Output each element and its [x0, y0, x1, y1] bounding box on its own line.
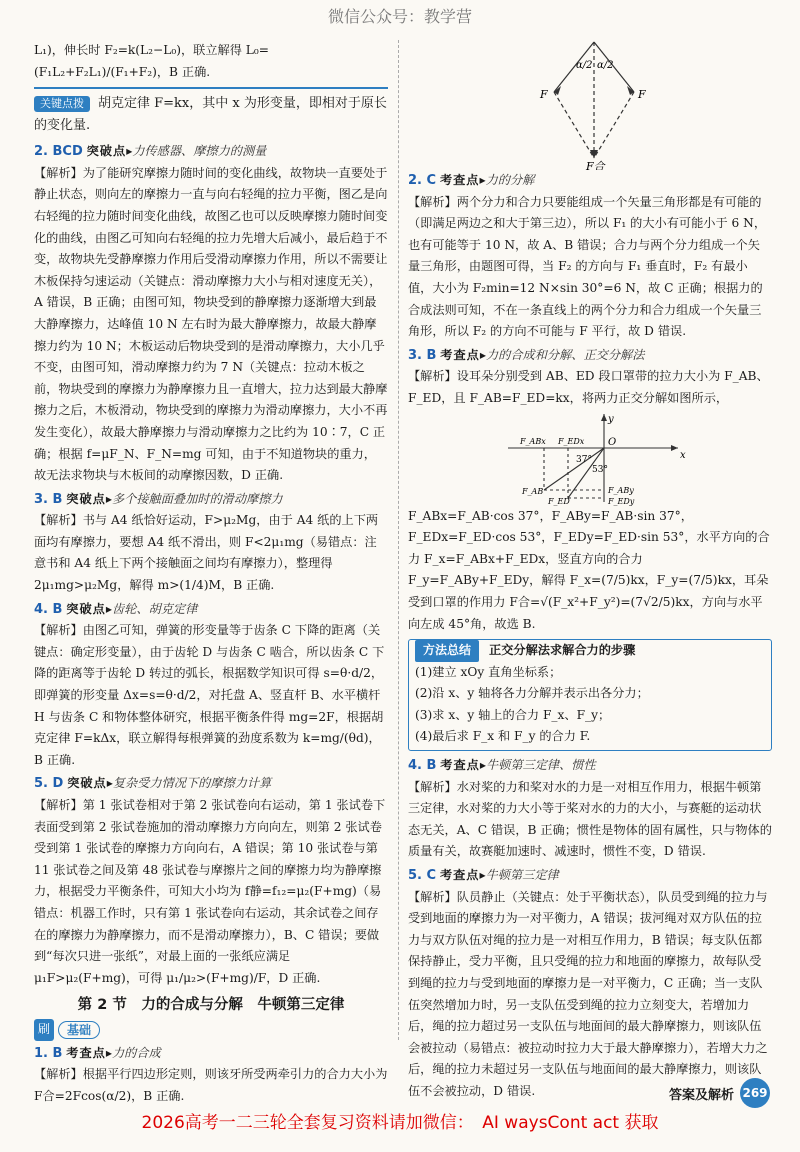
answer-text: 【解析】第 1 张试卷相对于第 2 张试卷向右运动，第 1 张试卷下表面受到第 2 张试卷施加的滑动摩擦力方向向左，则第 2 张试卷受到第 1 张试卷的摩擦力方向向右，A 错误；第 10 张试卷与第 11 张试卷之间及第 48 张试卷与摩擦片之间的摩擦力均为静摩擦力，根据受力平衡条件，可知大小均为 f静=f₁₂=μ₂(F+mg)（易错点：机器工作时，只有第 1 张试卷向右运动，其余试卷之间存在的摩擦力为静摩擦力，而不是滑动摩擦力），B、C 错误；要做到“每次只进一张纸”，对最上面的一张纸应满足 μ₁F>μ₂(F+mg)，可得 μ₁/μ₂>(F+mg)/F，D 正确. — [34, 798, 386, 985]
method-header — [415, 640, 765, 662]
answer-number: 4. B — [408, 758, 437, 774]
fedy-label: F_EDy — [608, 496, 635, 506]
key-tip-text: 胡克定律 F=kx，其中 x 为形变量，即相对于原长的变化量. — [34, 96, 387, 134]
force-label-right: F — [638, 88, 646, 101]
answer-topic: 力的合成和分解、正交分解法 — [485, 347, 645, 362]
section-title: 第 2 节 力的合成与分解 牛顿第三定律 — [77, 997, 345, 1014]
force-label-left: F — [540, 88, 548, 101]
angle-label-left: α/2 — [576, 60, 593, 71]
force-label-resultant: F合 — [586, 160, 605, 170]
watermark: 微信公众号：教学营 — [327, 7, 472, 26]
answer-number: 2. C — [408, 173, 437, 188]
fed-label: F_ED — [548, 496, 570, 506]
left-column — [34, 40, 388, 1107]
origin-label: O — [608, 436, 617, 448]
method-step: (1)建立 xOy 直角坐标系； — [415, 664, 562, 679]
answer-1b: 1. B 考查点▸力的合成 【解析】根据平行四边形定则，则该牙所受两牵引力的合力大小为 F合=2Fcos(α/2)，B 正确. — [34, 1043, 388, 1108]
promo-line: 2026高考一二三轮全套复习资料请加微信： AI waysCont act 获取 — [141, 1113, 659, 1133]
diagram-line — [594, 92, 634, 158]
answer-topic: 多个接触面叠加时的滑动摩擦力 — [111, 491, 283, 506]
answer-topic: 力的合成 — [111, 1045, 161, 1060]
answer-number: 3. B — [408, 347, 437, 363]
answer-tag: 突破点 — [66, 491, 106, 506]
answer-tag: 考查点 — [66, 1045, 106, 1060]
answer-topic: 复杂受力情况下的摩擦力计算 — [112, 776, 272, 791]
method-summary-box — [408, 639, 772, 751]
answer-r4: 4. B 考查点▸牛顿第三定律、惯性 【解析】水对桨的力和桨对水的力是一对相互作用力，根据牛顿第三定律，水对桨的力大小等于桨对水的力的大小，与赛艇的运动状态无关，A、C 错误，B 正确；惯性是物体的固有属性，只与物体的质量有关，故赛艇加速时、减速时，惯性不变，D 错误. — [408, 755, 772, 863]
answer-r3: 3. B 考查点▸力的合成和分解、正交分解法 【解析】设耳朵分别受到 AB、ED 段口罩带的拉力大小为 F_AB、F_ED，且 F_AB=F_ED=kx，将两力正交分解如图所示， y x O 37° 53° F_ABx F_EDx F_AB F_ED F_ABy F_EDy F_ABx=F_AB·cos 37°，F_ABy=F_AB·sin 37°，F_EDx=F_ED·cos 53°，F_EDy=F_ED·sin 53°，水平方向的合力 F_x=F_ABx+F_EDx，竖直方向的合力 F_y=F_ABy+F_EDy，解得 F_x=(7/5)kx，F_y=(7/5)kx，耳朵受到口罩的作用力 F合=√(F_x²+F_y²)=(7√2/5)kx，方向与水平向左成 45°角，故选 B. — [408, 345, 772, 635]
angle-37-label: 37° — [576, 454, 592, 465]
answer-number: 1. B — [34, 1045, 63, 1061]
answer-tag: 考查点 — [439, 173, 480, 187]
answer-tag: 考查点 — [440, 347, 480, 362]
fabx-label: F_ABx — [520, 436, 546, 446]
x-arrow — [671, 445, 678, 451]
top-line: L₁)，伸长时 F₂=k(L₂−L₀)，联立解得 L₀=(F₁L₂+F₂L₁)/(F₁+F₂)，B 正确. — [34, 43, 269, 79]
answer-4: 4. B 突破点▸齿轮、胡克定律 【解析】由图乙可知，弹簧的形变量等于齿条 C 下降的距离（关键点：确定形变量），由于齿轮 D 与齿条 C 啮合，所以齿条 C 下降的距离等于齿轮 D 转过的弧长，根据数学知识可得 s=θ·d/2，即弹簧的形变量 Δx=s=θ·d/2，对托盘 A、竖直杆 B、水平横杆 H 与齿条 C 和物体整体研究，根据平衡条件得 mg=2F，根据胡克定律 F=kΔx，联立解得每根弹簧的劲度系数为 k=mg/(θd)，B 正确. — [34, 599, 388, 772]
angle-label-right: α/2 — [597, 60, 614, 71]
method-step: (4)最后求 F_x 和 F_y 的合力 F. — [415, 729, 591, 744]
y-label: y — [608, 413, 614, 425]
page-number: 269 — [740, 1078, 770, 1108]
x-label: x — [680, 449, 686, 461]
method-step: (2)沿 x、y 轴将各力分解并表示出各分力； — [415, 686, 649, 701]
y-arrow — [601, 414, 607, 421]
answer-number: 5. C — [408, 868, 437, 884]
answer-text: 【解析】根据平行四边形定则，则该牙所受两牵引力的合力大小为 F合=2Fcos(α/2)，B 正确. — [34, 1067, 388, 1103]
answer-number: 4. B — [34, 601, 63, 617]
right-column — [408, 40, 772, 1103]
answer-topic: 力的分解 — [485, 173, 535, 187]
answer-2: 2. BCD 突破点▸力传感器、摩擦力的测量 【解析】为了能研究摩擦力随时间的变化曲线，故物块一直要处于静止状态，则向左的摩擦力一直与向右轻绳的拉力平衡，图乙是向右轻绳的拉力随时间变化曲线，故图乙也可以反映摩擦力随时间变化的曲线，由图乙可知向右轻绳的拉力先增大后减小，最后趋于不变，故物块先受静摩擦力作用后受滑动摩擦力作用，所以不需要让木板保持匀速运动（关键点：滑动摩擦力大小与相对速度无关），A 错误，B 正确；由图可知，物块受到的静摩擦力逐渐增大到最大静摩擦力，达峰值 10 N 左右时为最大静摩擦力，故最大静摩擦力约为 10 N；木板运动后物块受到的是滑动摩擦力，大小几乎不变，由图可知，滑动摩擦力约为 7 N（关键点：拉动木板之前，物块受到的摩擦力为静摩擦力且一直增大，拉力达到最大静摩擦力之后，木板滑动，物块受到的摩擦力为滑动摩擦力，大小不再发生变化），故最大静摩擦力与滑动摩擦力之比约为 10∶7，C 正确；根据 f=μF_N、F_N=mg 可知，由于不知道物块的重力，故无法求物块与木板间的动摩擦因数，D 正确. — [34, 141, 388, 487]
page-footer — [669, 1078, 770, 1108]
key-tip-badge: 关键点拨 — [34, 96, 90, 112]
answer-text: 【解析】两个分力和合力只要能组成一个矢量三角形都是有可能的（即满足两边之和大于第三边），所以 F₁ 的大小有可能小于 6 N，也有可能等于 10 N，故 A、B 错误；合力与两个分力组成一个矢量三角形，由题图可得，当 F₂ 的方向与 F₁ 垂直时，F₂ 有最小值，大小为 F₂min=12 N×sin 30°=6 N，故 C 正确；根据力的合成法则可知，不在一条直线上的两个分力和合力组成一个矢量三角形，所以 F₂ 的方向不可能与 F 平行，故 D 错误. — [408, 194, 767, 339]
answer-tag: 突破点 — [67, 776, 107, 791]
answer-tag: 突破点 — [86, 144, 127, 159]
method-badge: 方法总结 — [415, 640, 479, 662]
angle-53-label: 53° — [592, 464, 608, 475]
key-tip-box — [34, 87, 388, 137]
column-divider — [398, 40, 399, 1040]
basic-icon: 刷 — [34, 1019, 54, 1041]
answer-text: 【解析】书与 A4 纸恰好运动，F>μ₂Mg，由于 A4 纸的上下两面均有摩擦力，要想 A4 纸不滑出，则 F<2μ₁mg（易错点：注意书和 A4 纸上下两个接触面之间均有摩擦力），整理得 2μ₁mg>μ₂Mg，解得 m>(1/4)M，B 正确. — [34, 513, 379, 593]
answer-number: 5. D — [34, 776, 64, 792]
answer-topic: 牛顿第三定律、惯性 — [485, 758, 596, 773]
answer-3: 3. B 突破点▸多个接触面叠加时的滑动摩擦力 【解析】书与 A4 纸恰好运动，F>μ₂Mg，由于 A4 纸的上下两面均有摩擦力，要想 A4 纸不滑出，则 F<2μ₁mg（易错点：注意书和 A4 纸上下两个接触面之间均有摩擦力），整理得 2μ₁mg>μ₂Mg，解得 m>(1/4)M，B 正确. — [34, 489, 388, 597]
answer-5: 5. D 突破点▸复杂受力情况下的摩擦力计算 【解析】第 1 张试卷相对于第 2 张试卷向右运动，第 1 张试卷下表面受到第 2 张试卷施加的滑动摩擦力方向向左，则第 2 张试卷受到第 1 张试卷的摩擦力方向向右，A 错误；第 10 张试卷与第 11 张试卷之间及第 48 张试卷与摩擦片之间的摩擦力均为静摩擦力，根据受力平衡条件，可知大小均为 f静=f₁₂=μ₂(F+mg)（易错点：机器工作时，只有第 1 张试卷向右运动，其余试卷之间存在的摩擦力为静摩擦力，而不是滑动摩擦力），B、C 错误；要做到“每次只进一张纸”，对最上面的一张纸应满足 μ₁F>μ₂(F+mg)，可得 μ₁/μ₂>(F+mg)/F，D 正确. — [34, 773, 388, 989]
basic-label — [34, 1019, 388, 1041]
force-rhombus-diagram — [408, 40, 772, 170]
answer-text: 【解析】水对桨的力和桨对水的力是一对相互作用力，根据牛顿第三定律，水对桨的力大小等于桨对水的力的大小，与赛艇的运动状态无关，A、C 错误，B 正确；惯性是物体的固有属性，只与物体的质量有关，故赛艇加速时、减速时，惯性不变，D 错误. — [408, 779, 772, 859]
answer-number: 3. B — [34, 491, 63, 507]
fab-label: F_AB — [522, 486, 544, 496]
answer-tag: 考查点 — [439, 868, 480, 883]
answer-text: 【解析】为了能研究摩擦力随时间的变化曲线，故物块一直要处于静止状态，则向左的摩擦力一直与向右轻绳的拉力平衡，图乙是向右轻绳的拉力随时间变化曲线，故图乙也可以反映摩擦力随时间变化的曲线，由图乙可知向右轻绳的拉力先增大后减小，最后趋于不变，故物块先受静摩擦力作用后受滑动摩擦力作用，所以不需要让木板保持匀速运动（关键点：滑动摩擦力大小与相对速度无关），A 错误，B 正确；由图可知，物块受到的静摩擦力逐渐增大到最大静摩擦力，达峰值 10 N 左右时为最大静摩擦力，故最大静摩擦力约为 10 N；木板运动后物块受到的是滑动摩擦力，大小几乎不变，由图可知，滑动摩擦力约为 7 N（关键点：拉动木板之前，物块受到的摩擦力为静摩擦力且一直增大，拉力达到最大静摩擦力之后，木板滑动，物块受到的摩擦力为滑动摩擦力，大小不再发生变化），故最大静摩擦力与滑动摩擦力之比约为 10∶7，C 正确；根据 f=μF_N、F_N=mg 可知，由于不知道物块的重力，故无法求物块与木板间的动摩擦因数，D 正确. — [34, 165, 388, 483]
answer-topic: 牛顿第三定律 — [485, 868, 559, 883]
diagram-line — [554, 92, 594, 158]
answer-tag: 突破点 — [66, 601, 106, 616]
fedx-label: F_EDx — [558, 436, 585, 446]
answer-text: 【解析】设耳朵分别受到 AB、ED 段口罩带的拉力大小为 F_AB、F_ED，且 F_AB=F_ED=kx，将两力正交分解如图所示， — [408, 369, 769, 405]
answer-r2: 2. C 考查点▸力的分解 【解析】两个分力和合力只要能组成一个矢量三角形都是有可能的（即满足两边之和大于第三边），所以 F₁ 的大小有可能小于 6 N，也有可能等于 10 N，故 A、B 错误；合力与两个分力组成一个矢量三角形，由题图可得，当 F₂ 的方向与 F₁ 垂直时，F₂ 有最小值，大小为 F₂min=12 N×sin 30°=6 N，故 C 正确；根据力的合成法则可知，不在一条直线上的两个分力和合力组成一个矢量三角形，所以 F₂ 的方向不可能与 F 平行，故 D 错误. — [408, 170, 772, 343]
answer-text-2: F_ABx=F_AB·cos 37°，F_ABy=F_AB·sin 37°，F_EDx=F_ED·cos 53°，F_EDy=F_ED·sin 53°，水平方向的合力 F_x=F_ABx+F_EDx，竖直方向的合力 F_y=F_ABy+F_EDy，解得 F_x=(7/5)kx，F_y=(7/5)kx，耳朵受到口罩的作用力 F合=√(F_x²+F_y²)=(7√2/5)kx，方向与水平向左成 45°角，故选 B. — [408, 508, 770, 631]
answer-topic: 力传感器、摩擦力的测量 — [132, 144, 267, 159]
answer-tag: 考查点 — [440, 758, 480, 773]
method-title: 正交分解法求解合力的步骤 — [489, 643, 636, 658]
faby-label: F_ABy — [608, 485, 634, 495]
answer-r5: 5. C 考查点▸牛顿第三定律 【解析】队员静止（关键点：处于平衡状态），队员受到绳的拉力与受到地面的摩擦力为一对平衡力，A 错误；拔河绳对双方队伍的拉力与双方队伍对绳的拉力是一对相互作用力，B 错误；每支队伍都保持静止，受力平衡，且只受绳的拉力和地面的摩擦力，故每队受到绳的拉力与受到地面的摩擦力是一对平衡力，C 正确；当一支队伍突然增加力时，另一支队伍受到绳的拉力立刻变大，若增加力后，绳的拉力超过另一支队伍与地面间的最大静摩擦力，则该队伍会被拉动（易错点：被拉动时拉力大于最大静摩擦力），若增大力之后，绳的拉力未超过另一支队伍与地面间的最大静摩擦力，则该队伍不会被拉动，D 错误. — [408, 865, 772, 1103]
answer-topic: 齿轮、胡克定律 — [111, 601, 198, 616]
answer-number: 2. BCD — [34, 144, 83, 160]
answer-text: 【解析】队员静止（关键点：处于平衡状态），队员受到绳的拉力与受到地面的摩擦力为一对平衡力，A 错误；拔河绳对双方队伍的拉力与双方队伍对绳的拉力是一对相互作用力，B 错误；每支队伍都保持静止，受力平衡，且只受绳的拉力和地面的摩擦力，故每队受到绳的拉力与受到地面的摩擦力是一对平衡力，C 正确；当一支队伍突然增加力时，另一支队伍受到绳的拉力立刻变大，若增加力后，绳的拉力超过另一支队伍与地面间的最大静摩擦力，则该队伍会被拉动（易错点：被拉动时拉力大于最大静摩擦力），若增大力之后，绳的拉力未超过另一支队伍与地面间的最大静摩擦力，则该队伍不会被拉动，D 错误. — [408, 889, 768, 1098]
orthogonal-decomposition-diagram — [408, 410, 772, 506]
footer-section: 答案及解析 — [668, 1087, 734, 1103]
answer-text: 【解析】由图乙可知，弹簧的形变量等于齿条 C 下降的距离（关键点：确定形变量），由于齿轮 D 与齿条 C 啮合，所以齿条 C 下降的距离等于齿轮 D 转过的弧长，根据数学知识可得 s=θ·d/2，即弹簧的形变量 Δx=s=θ·d/2，对托盘 A、竖直杆 B、水平横杆 H 与齿条 C 和物体整体研究，根据平衡条件得 mg=2F，根据胡克定律 F=kΔx，联立解得每根弹簧的劲度系数为 k=mg/(θd)，B 正确. — [34, 623, 385, 767]
method-step: (3)求 x、y 轴上的合力 F_x、F_y； — [415, 707, 611, 722]
basic-tag: 基础 — [58, 1021, 100, 1039]
